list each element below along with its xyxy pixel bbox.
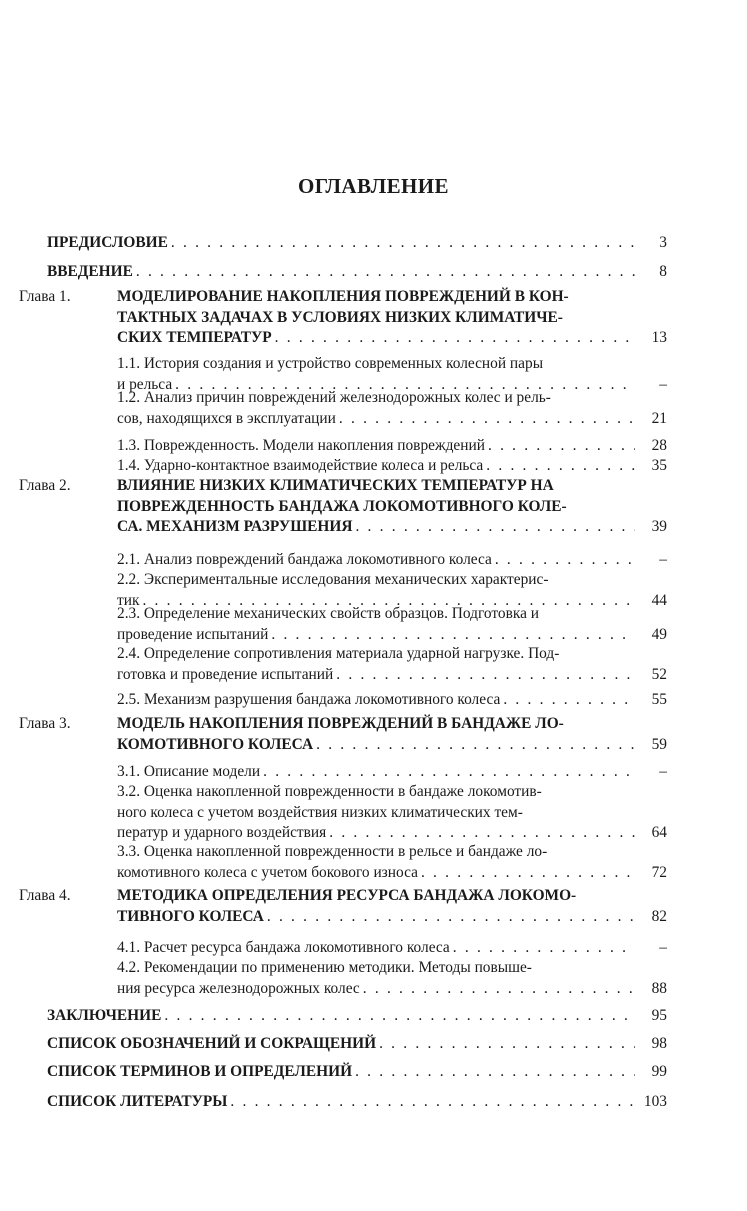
- section-line-text: 4.1. Расчет ресурса бандажа локомотивного колеса: [117, 939, 450, 956]
- toc-entry-back: [47, 1062, 641, 1082]
- section-line: [117, 409, 641, 429]
- leader-dots: [136, 262, 635, 282]
- page-number: –: [659, 939, 667, 956]
- section-line-text: комотивного колеса с учетом бокового износа: [117, 863, 418, 881]
- section-line-text: тик: [117, 591, 140, 609]
- toc-entry-back: [47, 1092, 641, 1112]
- page-number: 59: [651, 735, 667, 753]
- leader-dots: [336, 665, 635, 685]
- leader-dots: [379, 1034, 635, 1054]
- section-line: [117, 938, 641, 958]
- leader-dots: [355, 1062, 635, 1082]
- leader-dots: [267, 907, 635, 927]
- page-number: 82: [651, 907, 667, 925]
- page-number: 3: [659, 234, 667, 251]
- toc-entry-back: [47, 1006, 641, 1026]
- toc-entry-back: [47, 1034, 641, 1054]
- chapter-title-line: ПОВРЕЖДЕННОСТЬ БАНДАЖА ЛОКОМОТИВНОГО КОЛЕ-: [117, 497, 567, 515]
- section-line-text: 2.5. Механизм разрушения бандажа локомотивного колеса: [117, 691, 501, 708]
- page-number: 52: [651, 665, 667, 683]
- leader-dots: [263, 762, 635, 782]
- section-line: [117, 665, 641, 685]
- section-line-text: 2.1. Анализ повреждений бандажа локомотивного колеса: [117, 551, 492, 568]
- toc-entry-front-text: ПРЕДИСЛОВИЕ: [47, 234, 168, 251]
- section-line-text: сов, находящихся в эксплуатации: [117, 409, 336, 427]
- leader-dots: [164, 1006, 635, 1026]
- leader-dots: [171, 233, 635, 253]
- section-line-text: готовка и проведение испытаний: [117, 665, 334, 683]
- leader-dots: [421, 863, 635, 883]
- leader-dots: [329, 823, 635, 843]
- leader-dots: [488, 436, 635, 456]
- leader-dots: [495, 550, 635, 570]
- section-line: [117, 456, 641, 476]
- page-number: 44: [651, 591, 667, 609]
- section-line: 3.3. Оценка накопленной поврежденности в рельсе и бандаже ло-: [117, 843, 548, 860]
- page-title: ОГЛАВЛЕНИЕ: [298, 174, 449, 198]
- leader-dots: [271, 625, 635, 645]
- leader-dots: [275, 328, 635, 348]
- section-line: [117, 690, 641, 710]
- section-line-text: 1.4. Ударно-контактное взаимодействие колеса и рельса: [117, 457, 484, 474]
- page-number: 8: [659, 263, 667, 280]
- toc-entry-front-text: ВВЕДЕНИЕ: [47, 263, 133, 280]
- section-line: [117, 979, 641, 999]
- section-line-text: ператур и ударного воздействия: [117, 824, 327, 841]
- leader-dots: [316, 735, 635, 755]
- section-line: [117, 863, 641, 883]
- chapter-title-line: МОДЕЛЬ НАКОПЛЕНИЯ ПОВРЕЖДЕНИЙ В БАНДАЖЕ ЛО-: [117, 715, 564, 732]
- chapter-title-line: ТАКТНЫХ ЗАДАЧАХ В УСЛОВИЯХ НИЗКИХ КЛИМАТИЧЕ-: [117, 308, 563, 326]
- chapter-title-line: [117, 907, 641, 927]
- page-number: 13: [651, 329, 667, 346]
- page-number: –: [659, 551, 667, 568]
- section-line: ного колеса с учетом воздействия низких климатических тем-: [117, 803, 523, 821]
- chapter-label: Глава 4.: [19, 887, 71, 904]
- section-line-text: ния ресурса железнодорожных колес: [117, 979, 360, 997]
- chapter-title-line: [117, 328, 641, 348]
- section-line-text: проведение испытаний: [117, 625, 269, 643]
- page-number: –: [659, 763, 667, 780]
- leader-dots: [363, 979, 635, 999]
- section-line: 2.3. Определение механических свойств образцов. Подготовка и: [117, 605, 540, 622]
- toc-entry-front: [47, 233, 641, 253]
- chapter-label: Глава 3.: [19, 715, 71, 732]
- page-number: 88: [651, 979, 667, 997]
- page-number: 49: [651, 625, 667, 643]
- page-number: 55: [651, 691, 667, 708]
- section-line: [117, 550, 641, 570]
- chapter-label: Глава 2.: [19, 477, 71, 494]
- page-number: 21: [651, 409, 667, 427]
- section-line-text: и рельса: [117, 375, 173, 393]
- leader-dots: [230, 1092, 635, 1112]
- leader-dots: [339, 409, 635, 429]
- page-number: 35: [651, 457, 667, 474]
- section-line-text: 3.1. Описание модели: [117, 763, 261, 780]
- toc-entry-back-text: СПИСОК ТЕРМИНОВ И ОПРЕДЕЛЕНИЙ: [47, 1063, 353, 1080]
- section-line: [117, 762, 641, 782]
- leader-dots: [355, 517, 635, 537]
- page-number: 95: [651, 1007, 667, 1024]
- section-line: 4.2. Рекомендации по применению методики. Методы повыше-: [117, 959, 532, 976]
- chapter-label: Глава 1.: [19, 288, 71, 305]
- chapter-title-line: [117, 735, 641, 755]
- section-line: [117, 625, 641, 645]
- leader-dots: [486, 456, 635, 476]
- leader-dots: [503, 690, 635, 710]
- section-line: 1.2. Анализ причин повреждений железнодорожных колес и рель-: [117, 389, 551, 406]
- chapter-title-line: МОДЕЛИРОВАНИЕ НАКОПЛЕНИЯ ПОВРЕЖДЕНИЙ В КОН-: [117, 288, 569, 305]
- toc-entry-back-text: СПИСОК ЛИТЕРАТУРЫ: [47, 1093, 228, 1110]
- page-number: –: [659, 375, 667, 393]
- chapter-title-line-text: ТИВНОГО КОЛЕСА: [117, 907, 264, 925]
- chapter-title-line: МЕТОДИКА ОПРЕДЕЛЕНИЯ РЕСУРСА БАНДАЖА ЛОКОМО-: [117, 887, 577, 904]
- section-line-text: 1.3. Поврежденность. Модели накопления повреждений: [117, 437, 485, 454]
- section-line: 2.4. Определение сопротивления материала ударной нагрузке. Под-: [117, 645, 560, 662]
- section-line: [117, 823, 641, 843]
- chapter-title-line-text: СКИХ ТЕМПЕРАТУР: [117, 329, 272, 346]
- chapter-title-line: [117, 517, 641, 537]
- page-number: 72: [651, 863, 667, 881]
- section-line: [117, 436, 641, 456]
- page-number: 39: [651, 518, 667, 535]
- page-number: 99: [651, 1063, 667, 1080]
- chapter-title-line: ВЛИЯНИЕ НИЗКИХ КЛИМАТИЧЕСКИХ ТЕМПЕРАТУР НА: [117, 477, 554, 494]
- page-number: 98: [651, 1035, 667, 1052]
- page-number: 103: [643, 1093, 667, 1110]
- toc-entry-front: [47, 262, 641, 282]
- section-line: 1.1. История создания и устройство современных колесной пары: [117, 355, 544, 372]
- section-line: 3.2. Оценка накопленной поврежденности в бандаже локомотив-: [117, 783, 542, 800]
- page-number: 64: [651, 824, 667, 841]
- chapter-title-line-text: КОМОТИВНОГО КОЛЕСА: [117, 735, 314, 753]
- page-number: 28: [651, 437, 667, 454]
- chapter-title-line-text: СА. МЕХАНИЗМ РАЗРУШЕНИЯ: [117, 518, 353, 535]
- leader-dots: [453, 938, 635, 958]
- toc-entry-back-text: СПИСОК ОБОЗНАЧЕНИЙ И СОКРАЩЕНИЙ: [47, 1035, 377, 1052]
- toc-entry-back-text: ЗАКЛЮЧЕНИЕ: [47, 1007, 162, 1024]
- section-line: 2.2. Экспериментальные исследования механических характерис-: [117, 571, 549, 588]
